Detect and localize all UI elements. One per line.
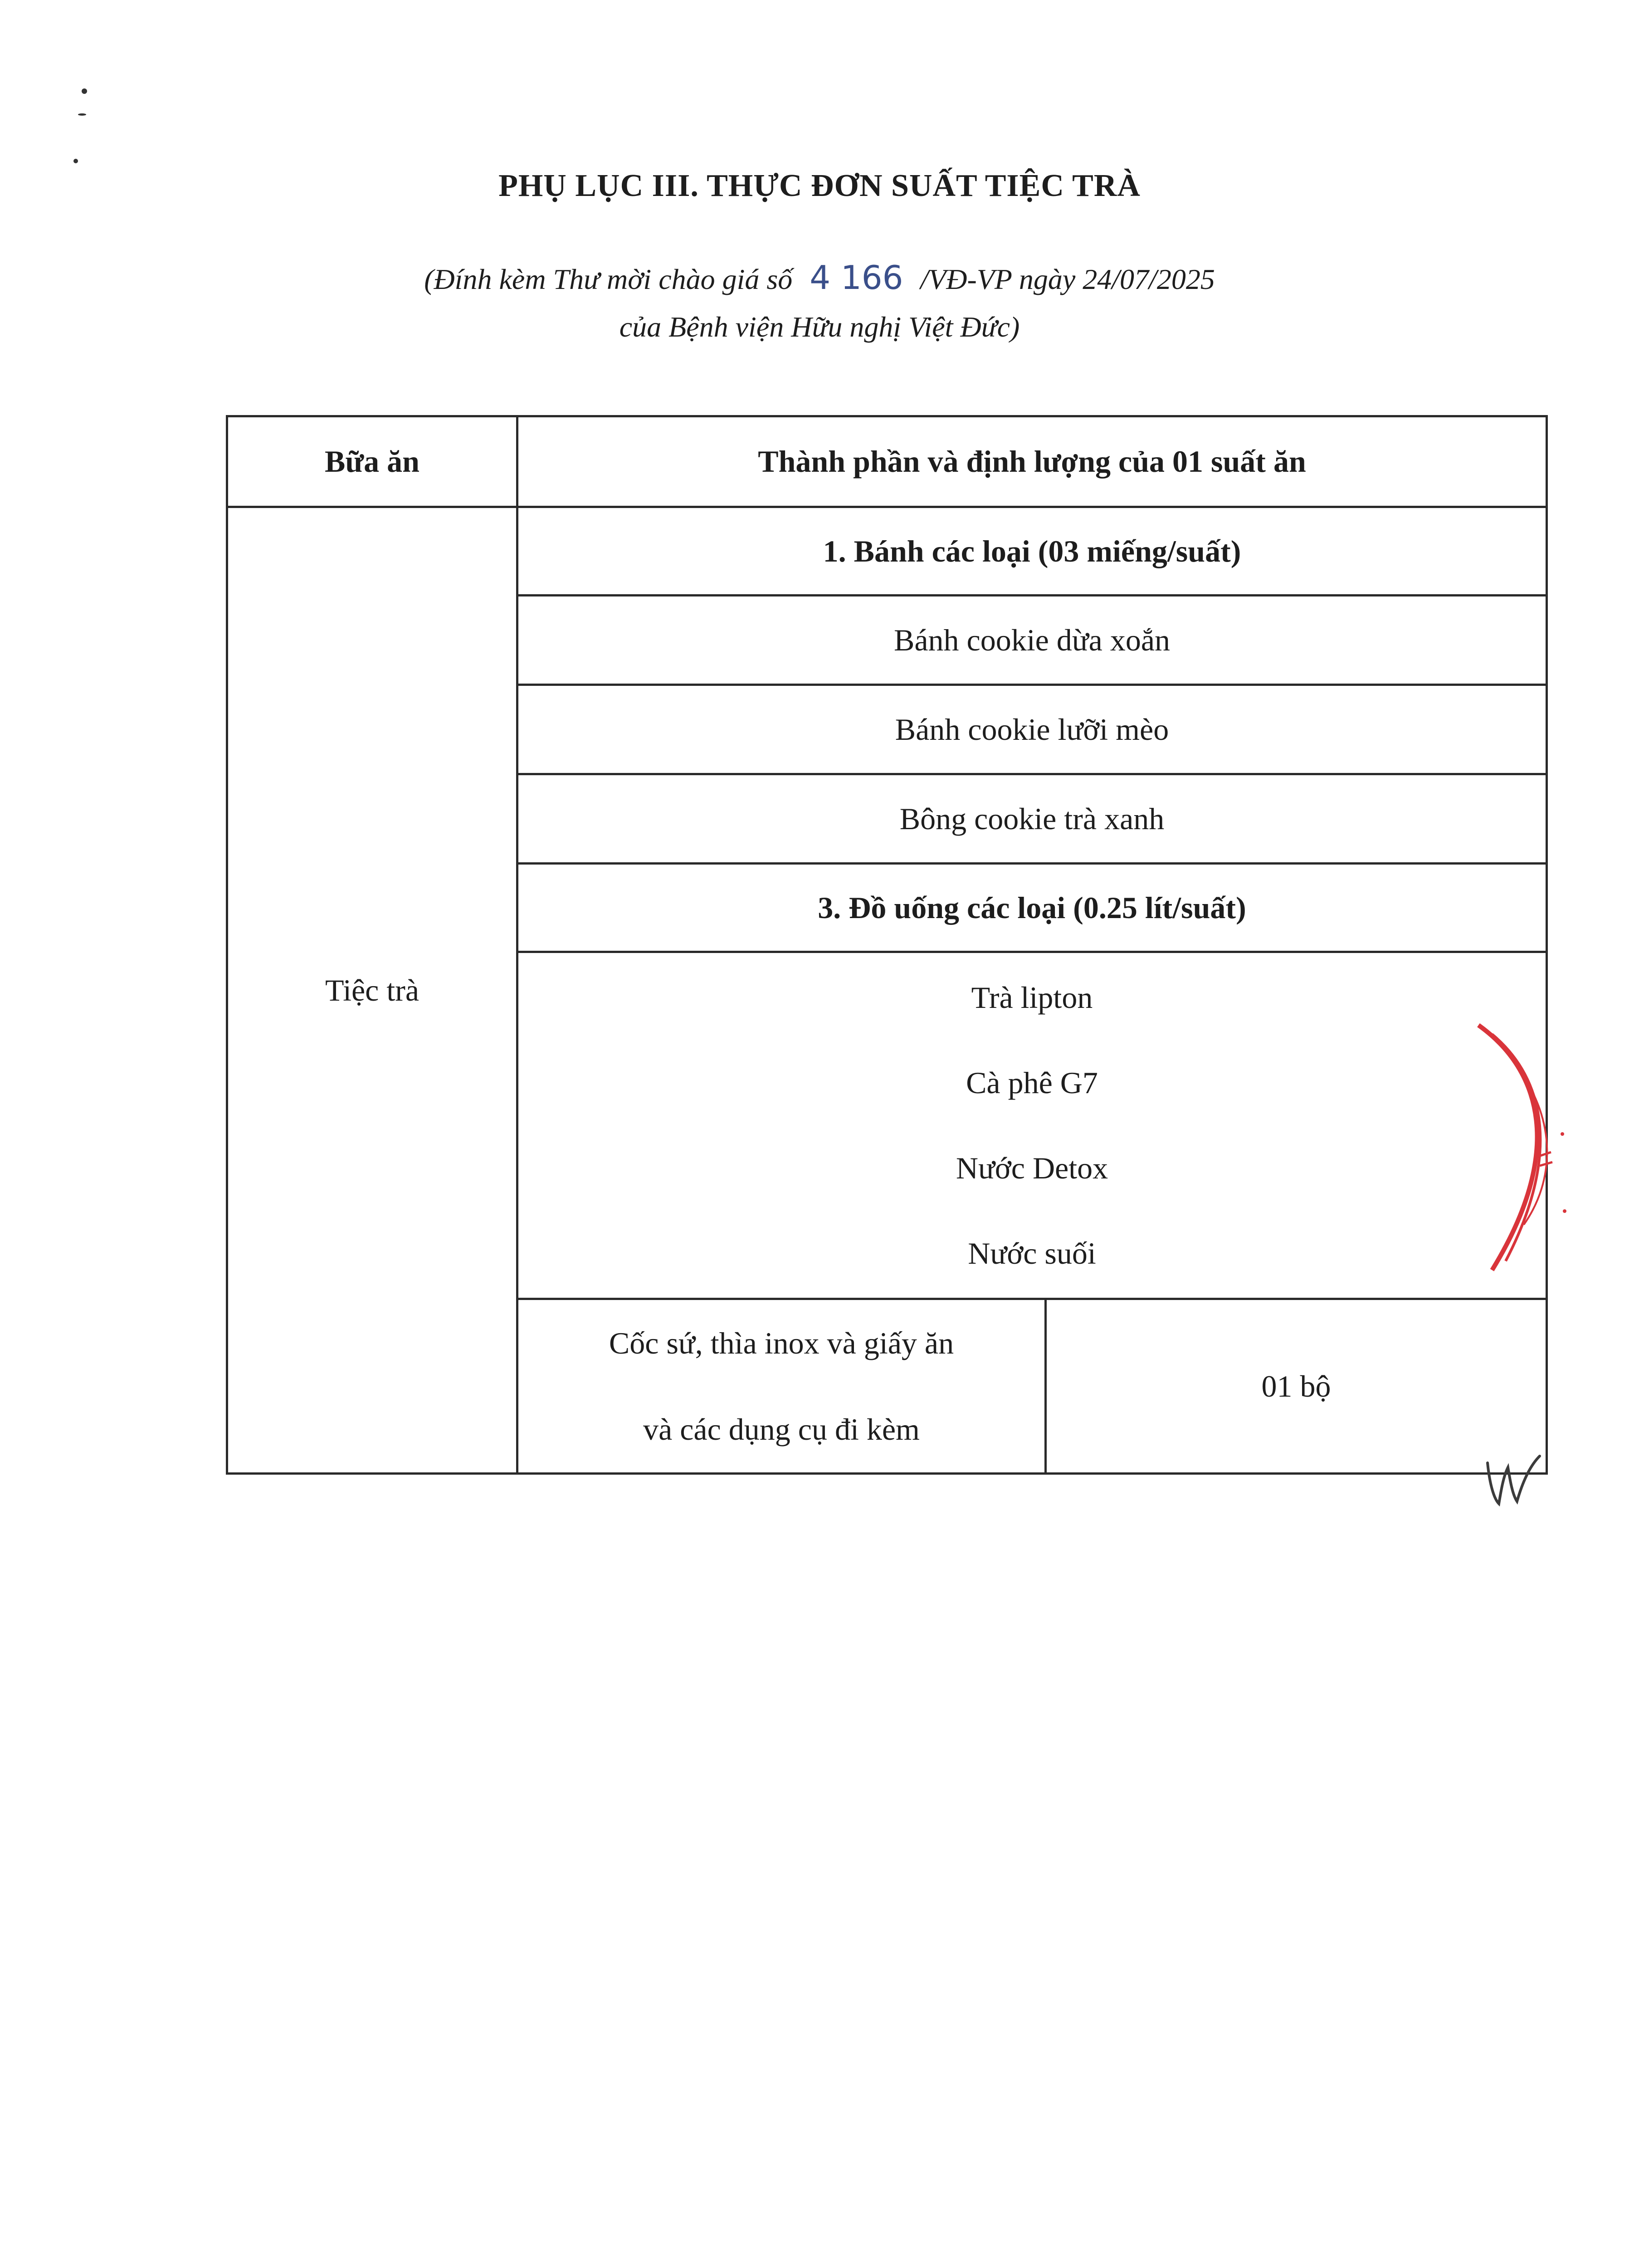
table-row [227,507,1547,596]
subtitle-prefix: (Đính kèm Thư mời chào giá số [424,263,793,295]
cake-item: Bánh cookie lưỡi mèo [517,685,1547,774]
utensils-line-2: và các dụng cụ đi kèm [643,1412,920,1447]
utensils-quantity: 01 bộ [1046,1299,1547,1474]
header-components: Thành phần và định lượng của 01 suất ăn [517,416,1547,507]
drink-item: Nước suối [968,1236,1096,1271]
drinks-heading: 3. Đồ uống các loại (0.25 lít/suất) [517,864,1547,952]
cake-item: Bông cookie trà xanh [517,774,1547,864]
drink-item: Nước Detox [956,1151,1108,1185]
header-meal: Bữa ăn [227,416,517,507]
utensils-description [517,1299,1046,1474]
drink-item: Trà lipton [971,980,1093,1015]
subtitle-suffix: /VĐ-VP ngày 24/07/2025 [920,263,1215,295]
red-stamp-seal [1474,1016,1578,1288]
cake-item: Bánh cookie dừa xoắn [517,596,1547,685]
drink-item: Cà phê G7 [966,1066,1098,1100]
handwritten-document-number: 4 166 [810,259,903,297]
subtitle-line-1 [0,254,1639,303]
subtitle-line-2: của Bệnh viện Hữu nghị Việt Đức) [619,311,1020,343]
menu-table [226,415,1548,1475]
document-title: PHỤ LỤC III. THỰC ĐƠN SUẤT TIỆC TRÀ [498,168,1141,203]
table-header-row [227,416,1547,507]
drinks-list [517,952,1547,1299]
scan-speck [73,159,78,163]
scan-speck [78,113,86,116]
signature-mark [1483,1449,1546,1513]
meal-cell: Tiệc trà [227,507,517,1474]
utensils-line-1: Cốc sứ, thìa inox và giấy ăn [609,1326,954,1360]
scan-speck [82,88,87,94]
cakes-heading: 1. Bánh các loại (03 miếng/suất) [517,507,1547,596]
document-subtitle [0,254,1639,351]
